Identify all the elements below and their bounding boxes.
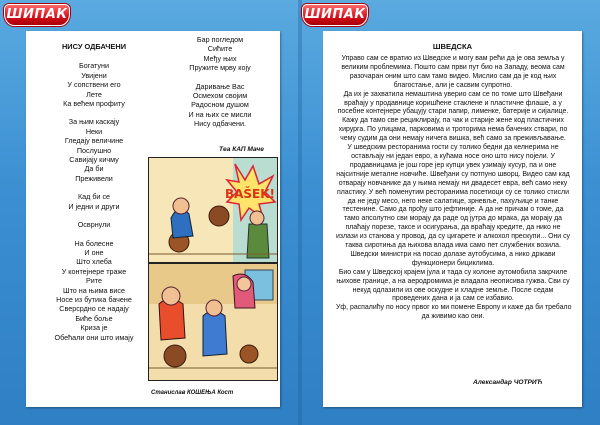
poem-line: За њим каскају <box>68 117 120 127</box>
article-line: функционери бициклима. <box>411 259 495 267</box>
poem-line: Рите <box>85 276 103 286</box>
poem-stanza <box>164 35 276 73</box>
poem-line: Даривање Вас <box>195 81 245 91</box>
poem-line: Сверсрдно се надају <box>59 304 129 314</box>
right-spread-page <box>300 0 600 425</box>
article-line: чему судим да они немају ничега вишка, већ само за преживљавање. <box>340 135 566 143</box>
poem-line: Криза је <box>80 323 108 333</box>
poem-line: Ка већем профиту <box>63 99 125 109</box>
article-line: њихове границе, а на аеродромима је владала неописива гужва. Сви су <box>336 277 570 285</box>
article-page <box>323 31 582 407</box>
poem-line: Нису одбачени. <box>194 119 246 129</box>
article-line: враћају у продавнице коришћене стаклене и пластичне флаше, а у <box>344 99 562 107</box>
article-line: проведених дана и ја сам се избавио. <box>392 295 514 303</box>
poem-line: Бар погледом <box>196 35 244 44</box>
poem-stanzas-left <box>34 61 154 342</box>
article-line: Био сам у Шведској крајем јула и тада су колоне аутомобила закрчиле <box>338 268 568 276</box>
article-line: тамо апсолутно сви морају да раде од јутра до мрака, да морају да <box>343 215 563 223</box>
article-line: некуд одлазили из ове оскудне и хладне земље. После седам <box>352 286 554 294</box>
article-line: Да их је захватила немаштина уверио сам се по томе што Швеђани <box>343 90 563 98</box>
poem-line: Увијени <box>81 70 107 80</box>
poem-line: У контејнере траже <box>61 266 127 276</box>
poem-line: Обећали они што имају <box>54 332 134 342</box>
article-line: најситније металне новчиће. Швеђани су потпуно шворц. Видео сам кад <box>336 170 570 178</box>
poem-line: Неки <box>85 126 103 136</box>
poem-column-left <box>34 42 154 351</box>
poem-line: На болесне <box>74 238 114 248</box>
article-line: плаћају порезе, таксе и осигурања, да враћају кредите, да нико не <box>345 224 561 232</box>
poem-line: Што на њима висе <box>63 285 125 295</box>
cartoon-author: Станислав КОШЕЊА Кост <box>151 390 234 396</box>
poem-author: Тea КАП Маче <box>219 146 264 153</box>
poem-page <box>26 31 280 407</box>
poem-column-right <box>164 35 276 138</box>
cartoon-illustration-top <box>149 158 277 262</box>
poem-line: Лете <box>86 89 102 99</box>
poem-line: Послушно <box>76 145 112 155</box>
poem-stanza <box>34 239 154 342</box>
article-line: отварају новчанике да у њима немају ни двадесет евра, већ само неку <box>338 179 568 187</box>
article-line: пластику. У већ поменутим ресторанима посетиоци су се толико стисли <box>337 188 569 196</box>
poem-line: Осврнули <box>77 220 111 230</box>
article-line: Шведски министри на посао долазе аутобусима, а нико држави <box>350 250 556 258</box>
article-line: да живимо као они. <box>421 313 485 321</box>
article-line: излази из станова у провод, да су цигарете и алкохол прескупи... Они су <box>336 233 571 241</box>
poem-line: И једни и други <box>68 201 120 211</box>
article-line: благостање, али је сасвим супротно. <box>393 81 513 89</box>
poem-line: Радосном душом <box>191 100 249 110</box>
article-line: Управо сам се вратио из Шведске и могу вам рећи да је ова земља у <box>341 55 565 62</box>
cartoon-panel-bottom <box>148 263 278 381</box>
cartoon-sound-effect: BAŠEK! <box>224 187 276 201</box>
poem-stanza <box>34 61 154 108</box>
cartoon-panel-top <box>148 157 278 263</box>
article-line: да не једу месо, него неке салатице, зрневље, пахуљице и танке <box>347 197 559 205</box>
poem-line: У сопствени его <box>67 80 121 90</box>
poem-line: Носе из бутика бачене <box>56 294 132 304</box>
article-line: тестенине. Само да прођу што јефтиније. А да не причам о томе, да <box>342 206 564 214</box>
article-line: остављају ни један евро, а кућама носе оно што нису појели. У <box>351 152 555 160</box>
cartoon-illustration-bottom <box>149 264 277 380</box>
poem-stanza <box>164 82 276 129</box>
poem-line: Гледају величине <box>64 136 124 146</box>
poem-title: НИСУ ОДБАЧЕНИ <box>61 42 127 51</box>
article-line: Уф, распалићу по носу првог ко ми помене Европу и каже да би требало <box>336 304 572 312</box>
article-line: продавницама је још горе јер купци увек узимају кусур, па и оне <box>349 161 557 169</box>
article-author: Александар ЧОТРИЋ <box>473 379 543 386</box>
poem-line: Преживели <box>75 173 113 183</box>
poem-stanza <box>34 117 154 183</box>
poem-line: Што хлеба <box>76 257 112 267</box>
poem-line: Сићите <box>207 44 233 54</box>
poem-line: Пружите мрву коју <box>189 63 251 73</box>
article-line: хирурга. По улицама, парковима и троторима нема бачених ствари, по <box>338 126 568 134</box>
poem-line: Осмехом својим <box>192 91 248 101</box>
poem-line: Биће боље <box>75 313 113 323</box>
poem-stanzas-right <box>164 35 276 129</box>
article-line: великим проблемима. Пошто сам први пут био на Западу, веома сам <box>341 63 565 71</box>
poem-line: Да би <box>84 164 104 174</box>
article-line: Кажу да тамо све рециклирају, па чак и старије жене код пластичних <box>342 117 564 125</box>
poem-line: И на њих се мисли <box>188 109 252 119</box>
magazine-logo-right: ШИПАК <box>302 4 368 26</box>
article-line: разочаран оним што сам тамо видео. Мислио сам да је код њих <box>349 72 557 80</box>
article-body <box>336 55 570 322</box>
article-title: ШВЕДСКА <box>432 42 473 51</box>
article-line: посебне контејнере убацују стари папир, лименке, батерије и сијалице. <box>337 108 569 116</box>
poem-line: И оне <box>84 247 104 257</box>
article-line: таква сиротиња да њихова влада има само пет службених возила. <box>345 242 561 250</box>
magazine-logo: ШИПАК <box>4 4 70 26</box>
poem-line: Међу њих <box>203 53 237 63</box>
poem-line: Богатуни <box>79 61 109 71</box>
poem-line: Кад би се <box>77 192 111 202</box>
poem-line: Савијају кичму <box>69 155 119 165</box>
article-line: У шведским ресторанима гости су толико бедни да келнерима не <box>347 144 559 152</box>
poem-stanza <box>34 192 154 211</box>
poem-stanza <box>34 220 154 229</box>
